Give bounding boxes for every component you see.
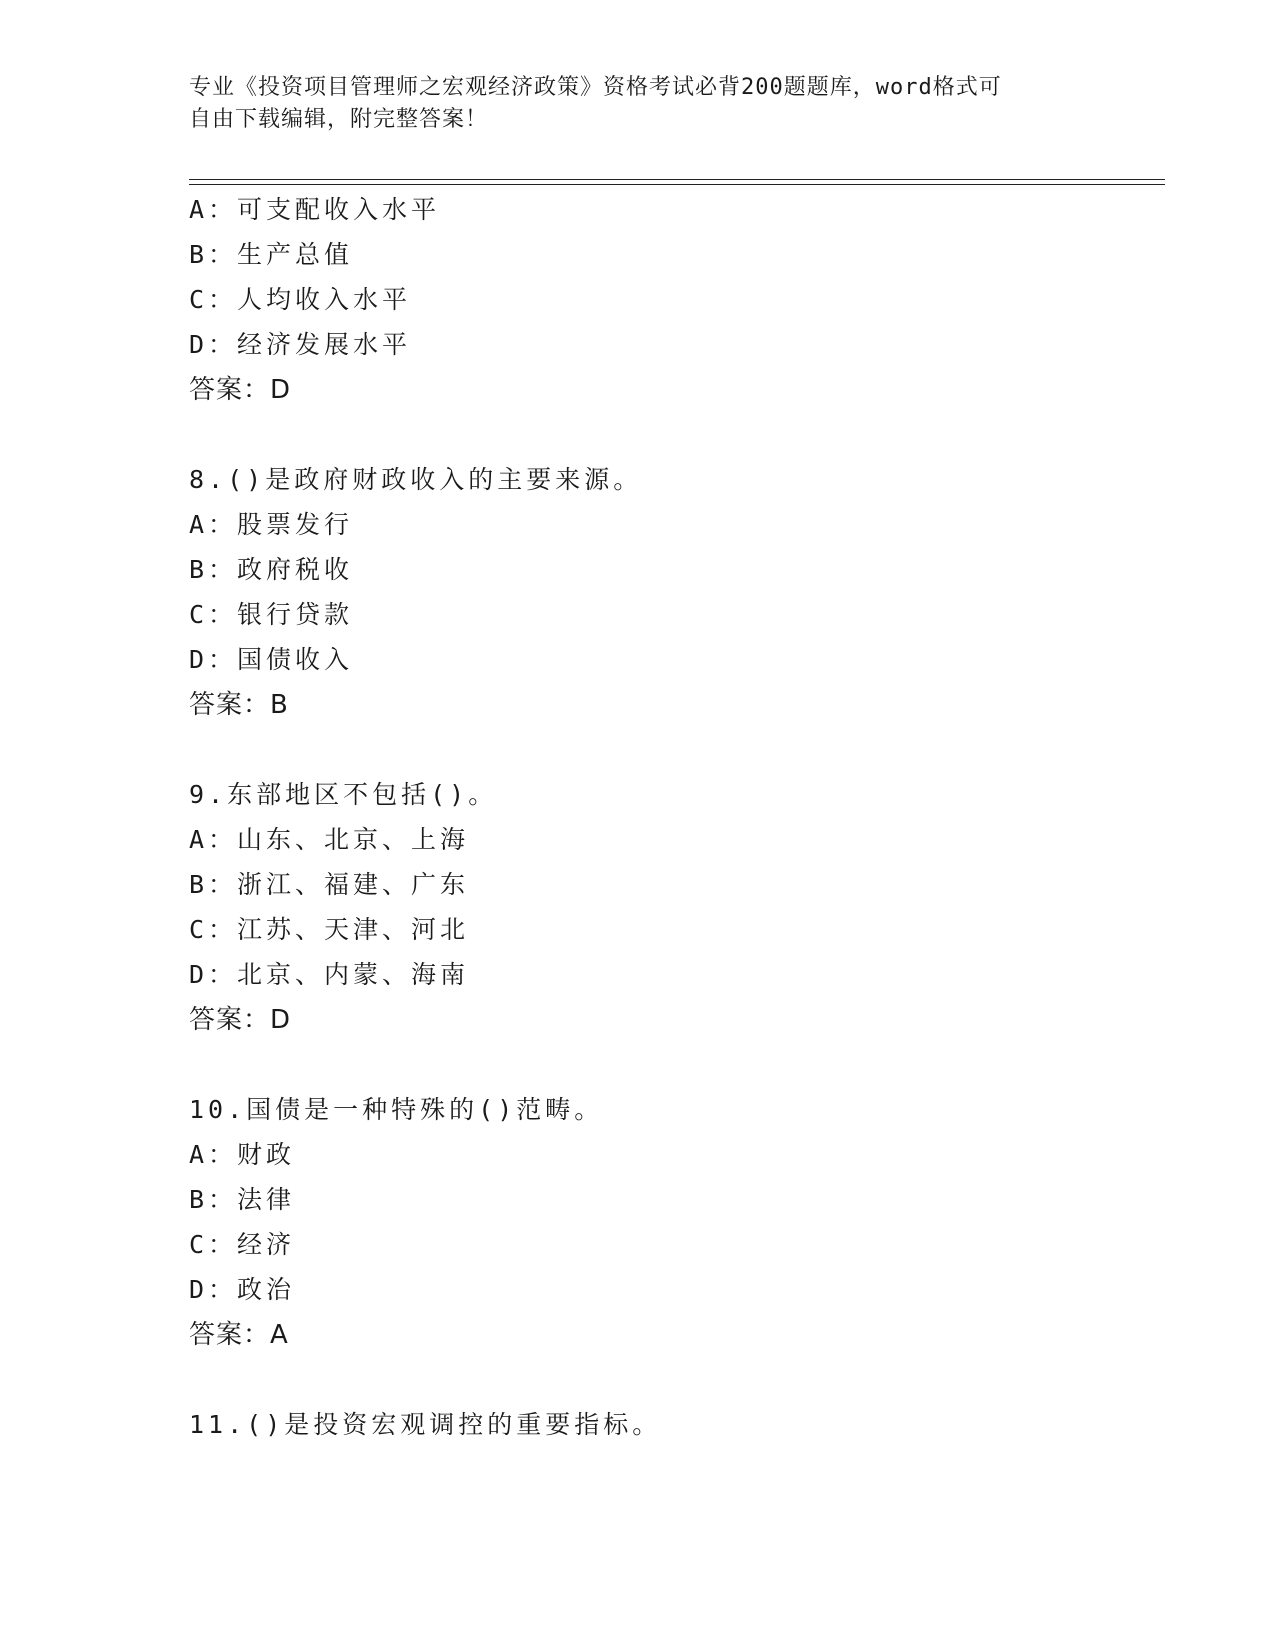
option-d: D：政治 (189, 1275, 296, 1304)
option-c: C：江苏、天津、河北 (189, 915, 470, 944)
option-d: D：国债收入 (189, 645, 354, 674)
question-text: 10.国债是一种特殊的()范畴。 (189, 1095, 604, 1124)
option-d: D：经济发展水平 (189, 330, 412, 359)
answer-label: 答案：B (189, 690, 289, 720)
option-a: A：股票发行 (189, 510, 354, 539)
header-line-2: 自由下载编辑，附完整答案！ (189, 107, 489, 132)
answer-label: 答案：A (189, 1320, 289, 1350)
option-b: B：法律 (189, 1185, 296, 1214)
option-a: A：财政 (189, 1140, 296, 1169)
option-a: A：可支配收入水平 (189, 195, 441, 224)
header-divider-top (189, 179, 1165, 180)
document-header (189, 72, 1089, 136)
option-b: B：浙江、福建、广东 (189, 870, 470, 899)
option-b: B：政府税收 (189, 555, 354, 584)
option-b: B：生产总值 (189, 240, 354, 269)
answer-label: 答案：D (189, 375, 292, 405)
option-c: C：银行贷款 (189, 600, 354, 629)
question-text: 9.东部地区不包括()。 (189, 780, 498, 809)
option-c: C：经济 (189, 1230, 296, 1259)
answer-label: 答案：D (189, 1005, 292, 1035)
header-line-1: 专业《投资项目管理师之宏观经济政策》资格考试必背200题题库，word格式可 (189, 75, 1002, 100)
option-d: D：北京、内蒙、海南 (189, 960, 470, 989)
question-text: 11.()是投资宏观调控的重要指标。 (189, 1410, 662, 1439)
question-text: 8.()是政府财政收入的主要来源。 (189, 465, 643, 494)
option-c: C：人均收入水平 (189, 285, 412, 314)
option-a: A：山东、北京、上海 (189, 825, 470, 854)
header-divider-bottom (189, 184, 1165, 185)
